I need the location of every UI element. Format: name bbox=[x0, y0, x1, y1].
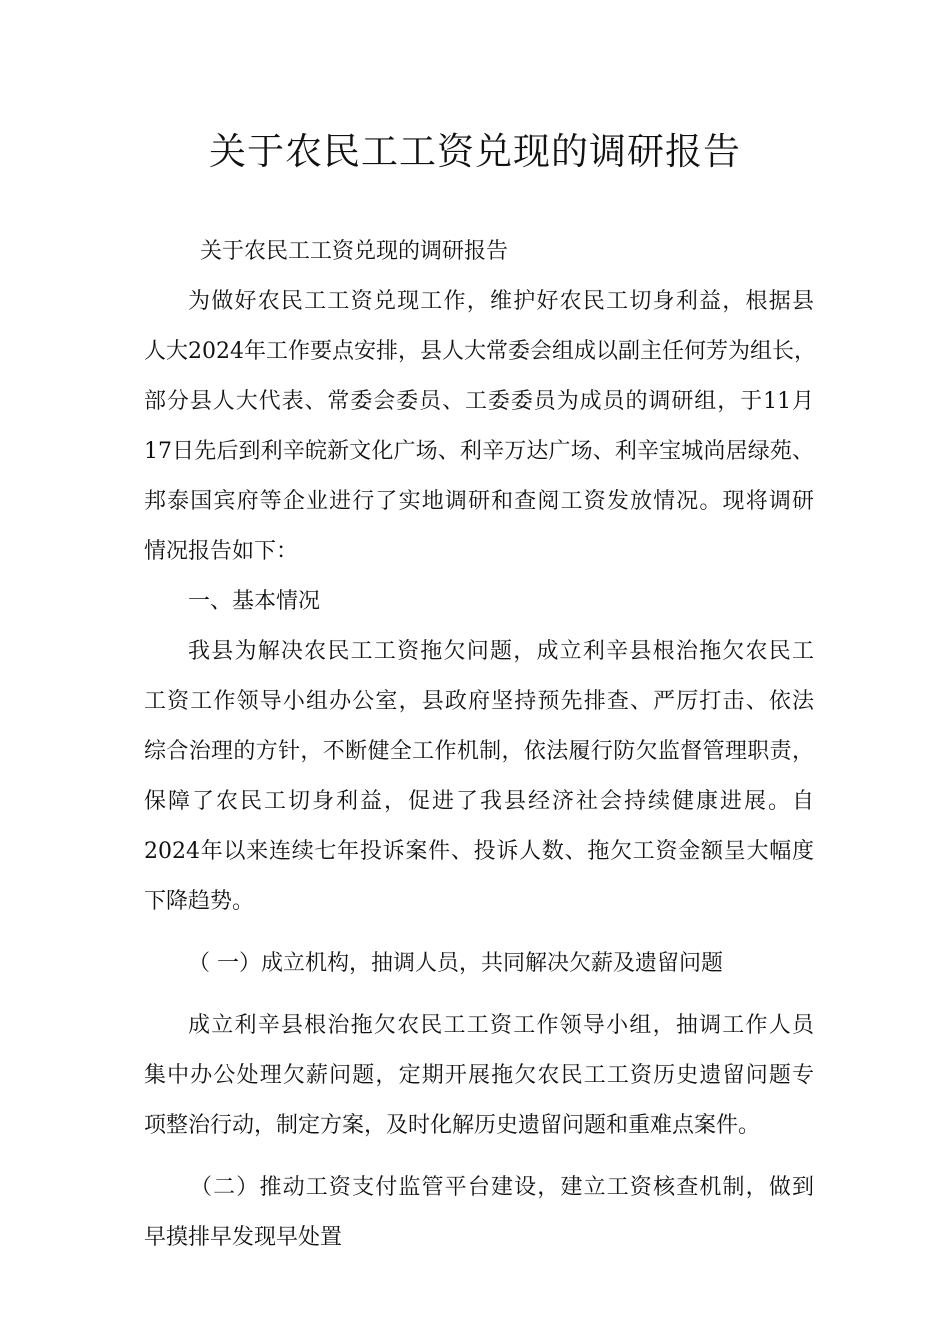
sub1-heading: （ 一）成立机构，抽调人员，共同解决欠薪及遗留问题 bbox=[188, 951, 723, 976]
sub2-heading-line-2: 早摸排早发现早处置 bbox=[144, 1225, 343, 1250]
subtitle-line: 关于农民工工资兑现的调研报告 bbox=[200, 239, 509, 264]
section1-line-3: 综合治理的方针，不断健全工作机制，依法履行防欠监督管理职责， bbox=[144, 739, 814, 764]
document-title: 关于农民工工资兑现的调研报告 bbox=[209, 130, 741, 173]
section1-line-4: 保障了农民工切身利益，促进了我县经济社会持续健康进展。自 bbox=[144, 789, 814, 814]
sub1-line-1: 成立利辛县根治拖欠农民工工资工作领导小组，抽调工作人员 bbox=[188, 1013, 814, 1038]
intro-line-4: 17日先后到利辛皖新文化广场、利辛万达广场、利辛宝城尚居绿苑、 bbox=[144, 439, 814, 464]
intro-line-1: 为做好农民工工资兑现工作，维护好农民工切身利益，根据县 bbox=[188, 289, 814, 314]
section1-line-5: 2024年以来连续七年投诉案件、投诉人数、拖欠工资金额呈大幅度 bbox=[144, 839, 814, 864]
intro-line-3: 部分县人大代表、常委会委员、工委委员为成员的调研组，于11月 bbox=[144, 389, 814, 414]
intro-line-6: 情况报告如下： bbox=[144, 539, 299, 564]
document-body bbox=[144, 227, 814, 1263]
intro-line-2: 人大2024年工作要点安排，县人大常委会组成以副主任何芳为组长， bbox=[144, 339, 816, 364]
section1-heading: 一、基本情况 bbox=[188, 589, 321, 614]
section1-line-1: 我县为解决农民工工资拖欠问题，成立利辛县根治拖欠农民工 bbox=[188, 639, 814, 664]
sub2-heading-line-1: （二）推动工资支付监管平台建设，建立工资核查机制，做到 bbox=[190, 1175, 814, 1200]
sub1-line-3: 项整治行动，制定方案，及时化解历史遗留问题和重难点案件。 bbox=[144, 1113, 761, 1138]
intro-line-5: 邦泰国宾府等企业进行了实地调研和查阅工资发放情况。现将调研 bbox=[144, 489, 814, 514]
section1-line-2: 工资工作领导小组办公室，县政府坚持预先排查、严厉打击、依法 bbox=[144, 689, 814, 714]
section1-line-6: 下降趋势。 bbox=[144, 889, 255, 914]
sub1-line-2: 集中办公处理欠薪问题，定期开展拖欠农民工工资历史遗留问题专 bbox=[144, 1063, 814, 1088]
